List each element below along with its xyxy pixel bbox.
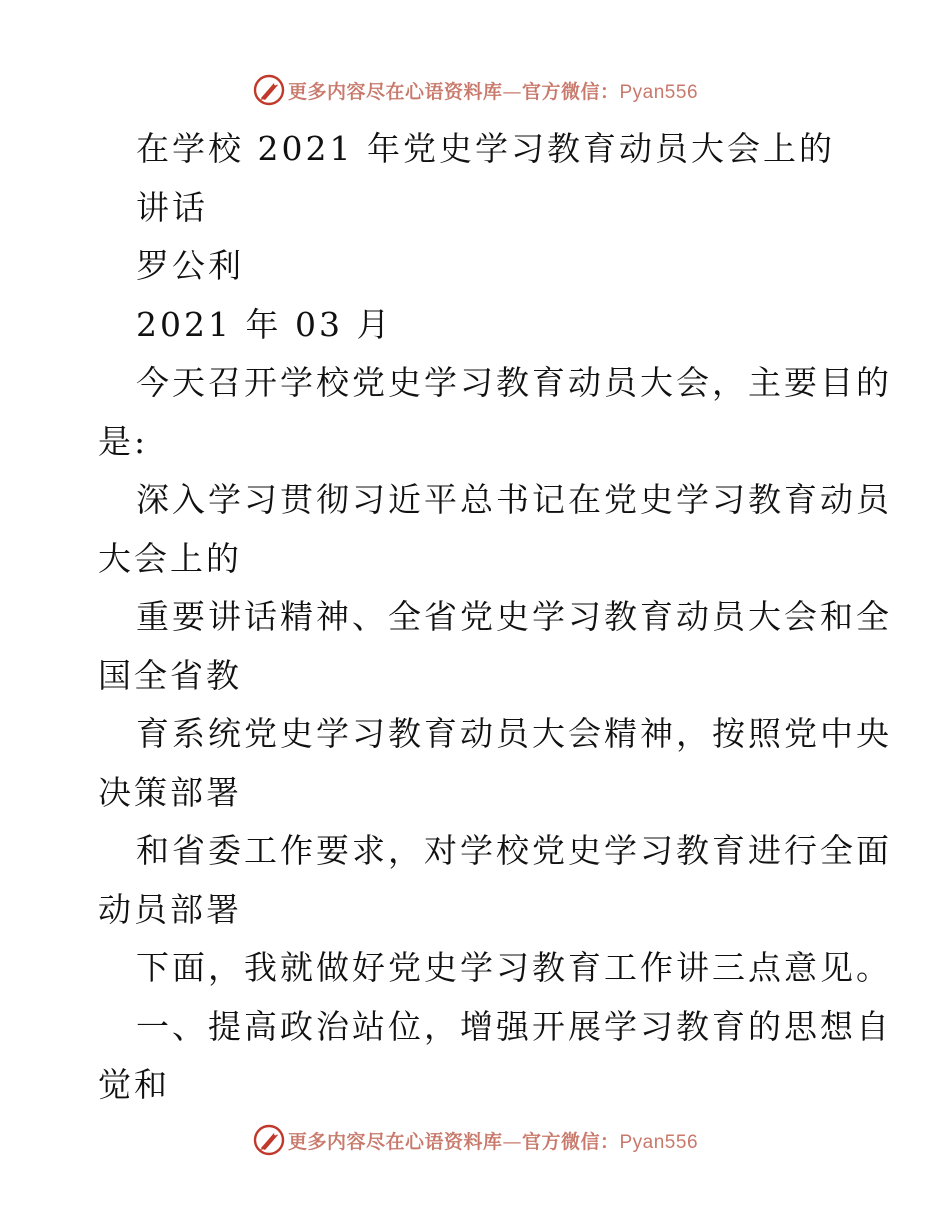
watermark-wechat-id: Pyan556 bbox=[619, 1131, 699, 1153]
watermark-separator: — bbox=[502, 80, 522, 103]
watermark-title: 更多内容尽在心语资料库 bbox=[287, 80, 503, 103]
watermark-separator: — bbox=[502, 1130, 522, 1153]
fountain-pen-logo-icon bbox=[252, 73, 286, 107]
document-line: 罗公利 bbox=[136, 246, 244, 285]
document-line: 动员部署 bbox=[98, 889, 242, 929]
watermark-contact: 官方微信： bbox=[521, 80, 620, 103]
document-line: 一、提高政治站位，增强开展学习教育的思想自 bbox=[136, 1006, 892, 1046]
document-body bbox=[98, 120, 892, 1115]
document-line: 重要讲话精神、全省党史学习教育动员大会和全 bbox=[136, 597, 892, 636]
document-line: 今天召开学校党史学习教育动员大会，主要目的 bbox=[136, 363, 892, 402]
watermark-text bbox=[288, 77, 698, 104]
watermark-text bbox=[288, 1127, 698, 1154]
document-line: 在学校 2021 年党史学习教育动员大会上的 bbox=[136, 129, 835, 168]
document-line: 下面，我就做好党史学习教育工作讲三点意见。 bbox=[136, 948, 892, 987]
watermark-banner-bottom bbox=[0, 1120, 950, 1160]
fountain-pen-logo-icon bbox=[252, 1123, 286, 1157]
watermark-contact: 官方微信： bbox=[521, 1130, 620, 1153]
document-line: 是: bbox=[98, 421, 149, 461]
document-line: 觉和 bbox=[98, 1065, 170, 1104]
watermark-banner-top bbox=[0, 70, 950, 110]
document-line: 讲话 bbox=[136, 187, 208, 227]
document-line: 深入学习贯彻习近平总书记在党史学习教育动员 bbox=[136, 480, 892, 519]
document-line: 决策部署 bbox=[98, 772, 242, 812]
document-line: 大会上的 bbox=[98, 538, 242, 578]
document-line: 2021 年 03 月 bbox=[136, 304, 393, 344]
watermark-wechat-id: Pyan556 bbox=[619, 81, 699, 103]
watermark-title: 更多内容尽在心语资料库 bbox=[287, 1130, 503, 1153]
document-line: 和省委工作要求，对学校党史学习教育进行全面 bbox=[136, 831, 892, 870]
document-line: 国全省教 bbox=[98, 655, 242, 695]
document-line: 育系统党史学习教育动员大会精神，按照党中央 bbox=[136, 714, 892, 753]
